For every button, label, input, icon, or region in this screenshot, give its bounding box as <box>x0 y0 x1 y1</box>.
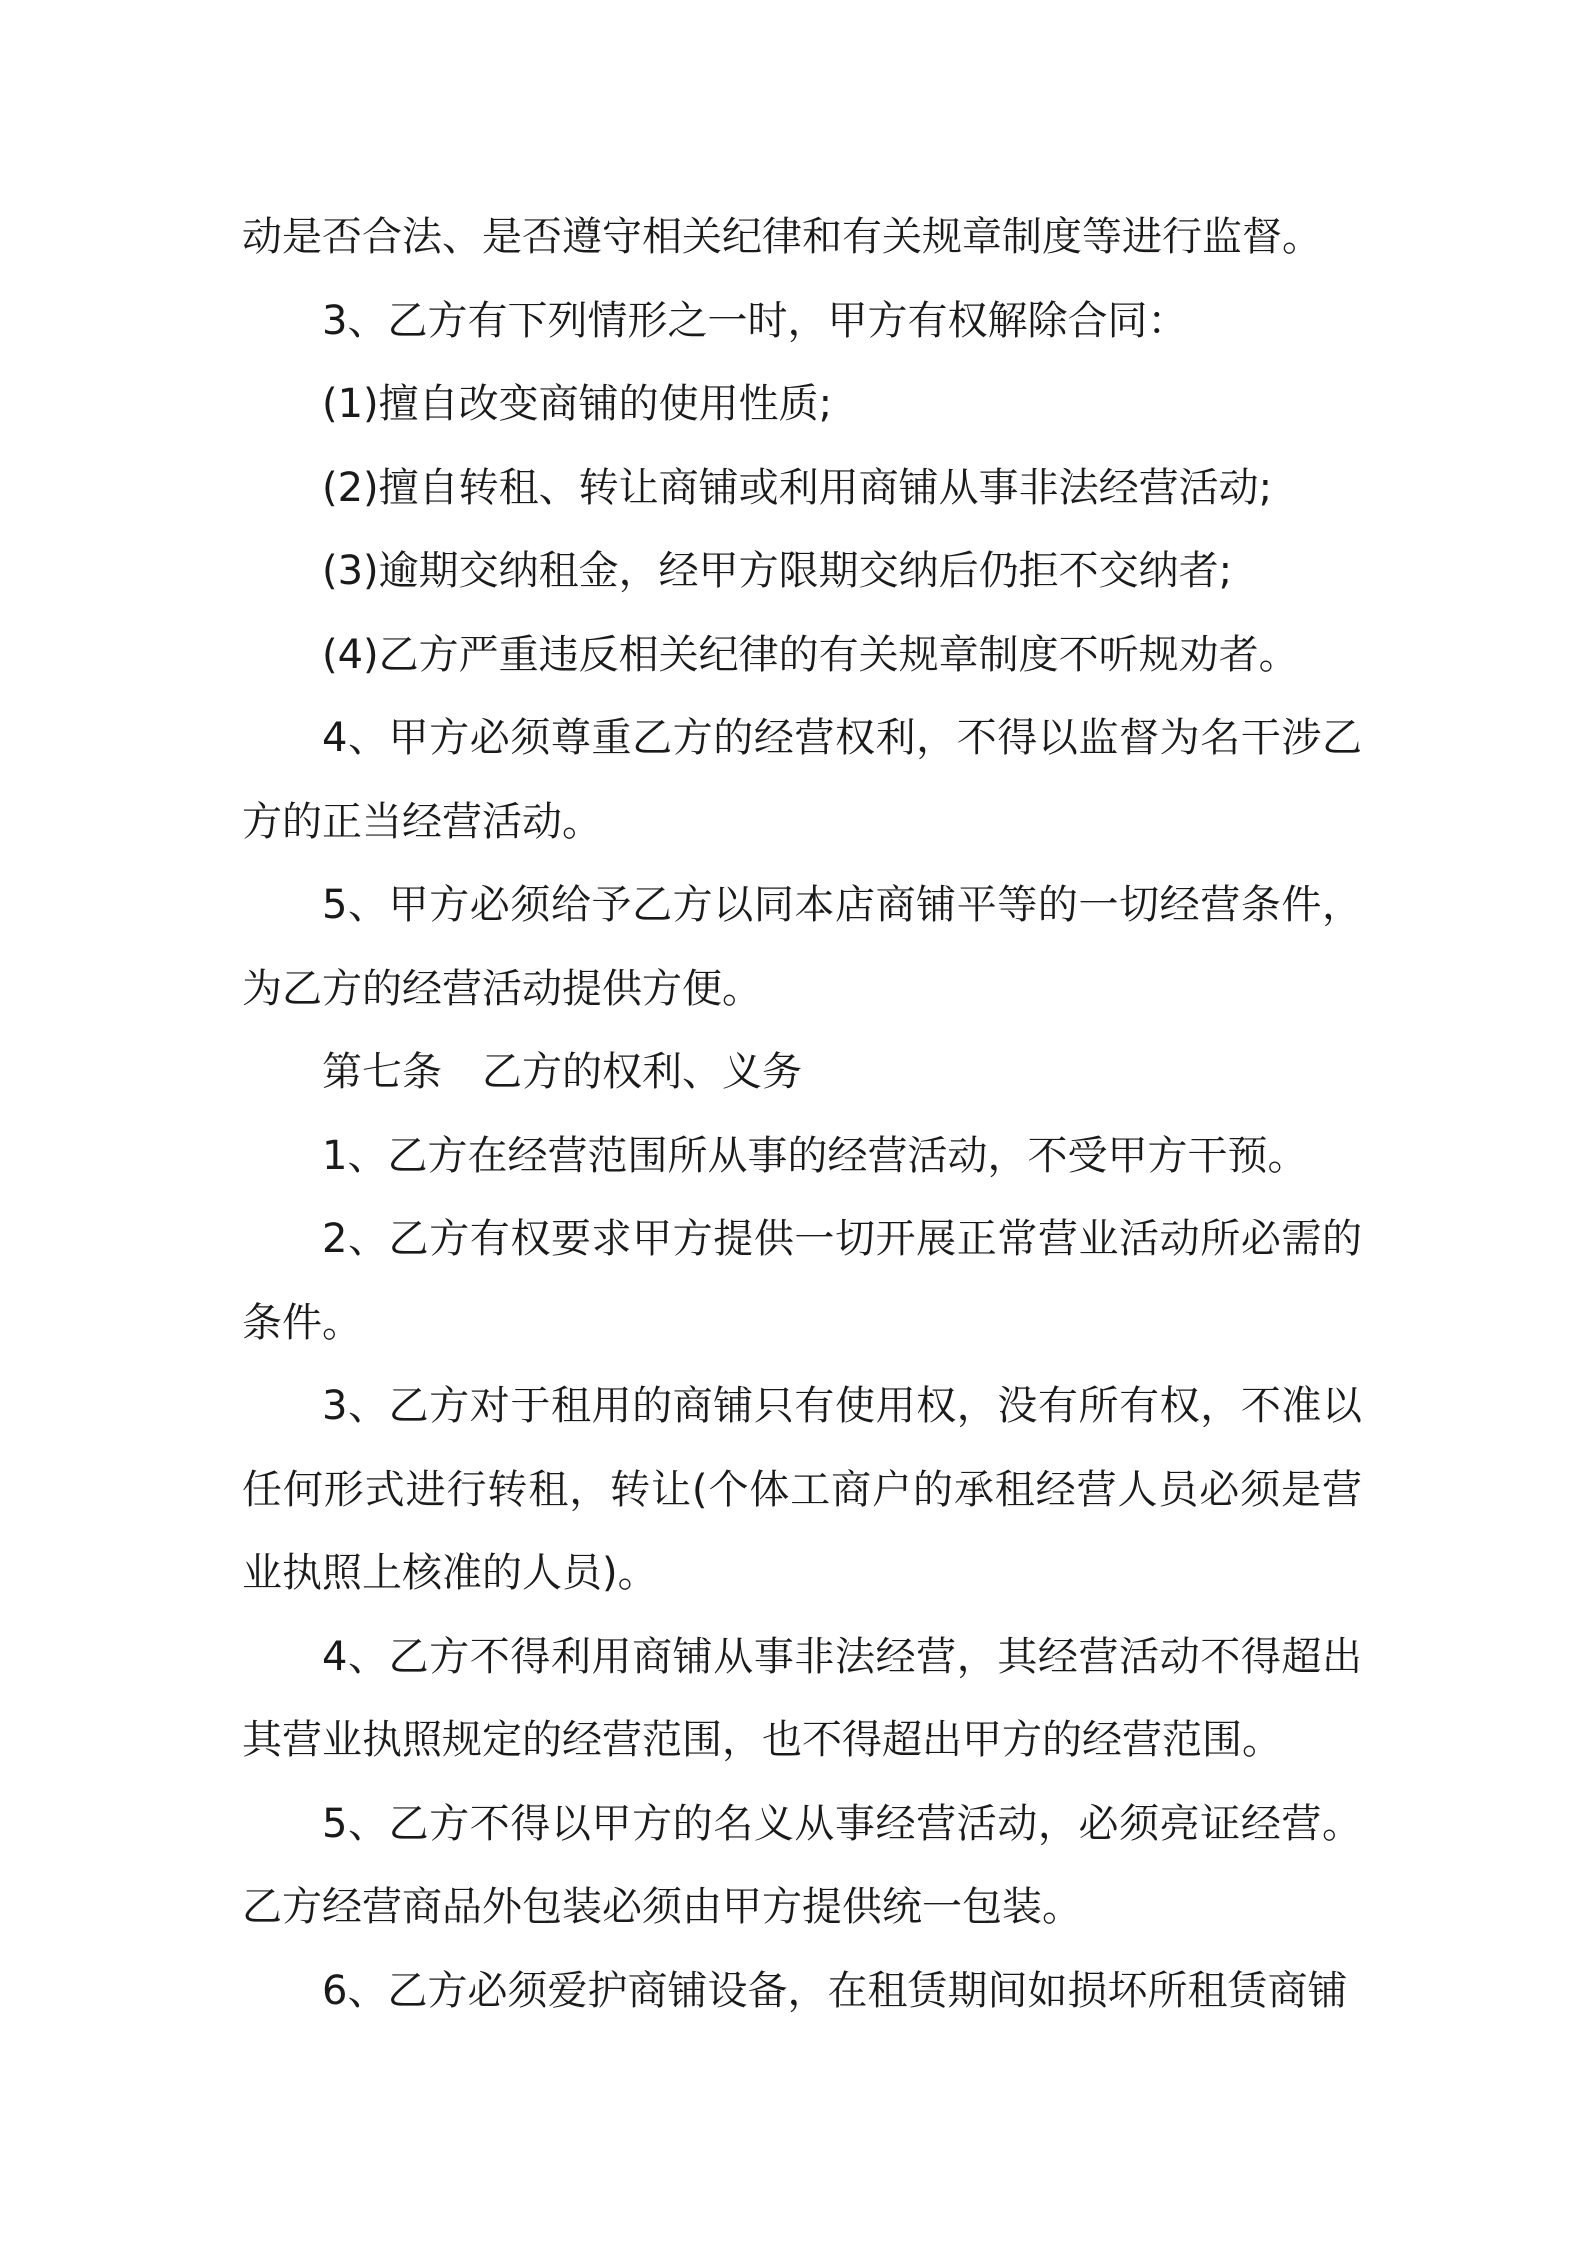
paragraph-item-1: (1)擅自改变商铺的使用性质; <box>322 381 833 427</box>
contract-body <box>242 196 1362 2033</box>
paragraph-item-2: (2)擅自转租、转让商铺或利用商铺从事非法经营活动; <box>322 464 1273 511</box>
paragraph-clause-3: 3、乙方有下列情形之一时，甲方有权解除合同： <box>322 297 1188 344</box>
paragraph-continuation: 动是否合法、是否遵守相关纪律和有关规章制度等进行监督。 <box>242 214 1322 260</box>
paragraph-article7-clause-2: 2、乙方有权要求甲方提供一切开展正常营业活动所必需的条件。 <box>242 1216 1362 1346</box>
paragraph-article7-clause-1: 1、乙方在经营范围所从事的经营活动，不受甲方干预。 <box>322 1132 1308 1179</box>
paragraph-article7-clause-5: 5、乙方不得以甲方的名义从事经营活动，必须亮证经营。乙方经营商品外包装必须由甲方提供统一包装。 <box>242 1800 1362 1930</box>
paragraph-item-4: (4)乙方严重违反相关纪律的有关规章制度不听规劝者。 <box>322 631 1299 678</box>
paragraph-item-3: (3)逾期交纳租金，经甲方限期交纳后仍拒不交纳者; <box>322 548 1233 594</box>
paragraph-clause-4: 4、甲方必须尊重乙方的经营权利，不得以监督为名干涉乙方的正当经营活动。 <box>242 715 1362 845</box>
paragraph-article7-clause-4: 4、乙方不得利用商铺从事非法经营，其经营活动不得超出其营业执照规定的经营范围，也不得超出甲方的经营范围。 <box>242 1633 1362 1763</box>
paragraph-article7-clause-6: 6、乙方必须爱护商铺设备，在租赁期间如损坏所租赁商铺 <box>322 1967 1348 2014</box>
paragraph-article7-clause-3: 3、乙方对于租用的商铺只有使用权，没有所有权，不准以任何形式进行转租，转让(个体工商户的承租经营人员必须是营业执照上核准的人员)。 <box>242 1383 1362 1596</box>
section-heading-article-7: 第七条 乙方的权利、义务 <box>322 1049 802 1095</box>
paragraph-clause-5: 5、甲方必须给予乙方以同本店商铺平等的一切经营条件，为乙方的经营活动提供方便。 <box>242 882 1362 1012</box>
